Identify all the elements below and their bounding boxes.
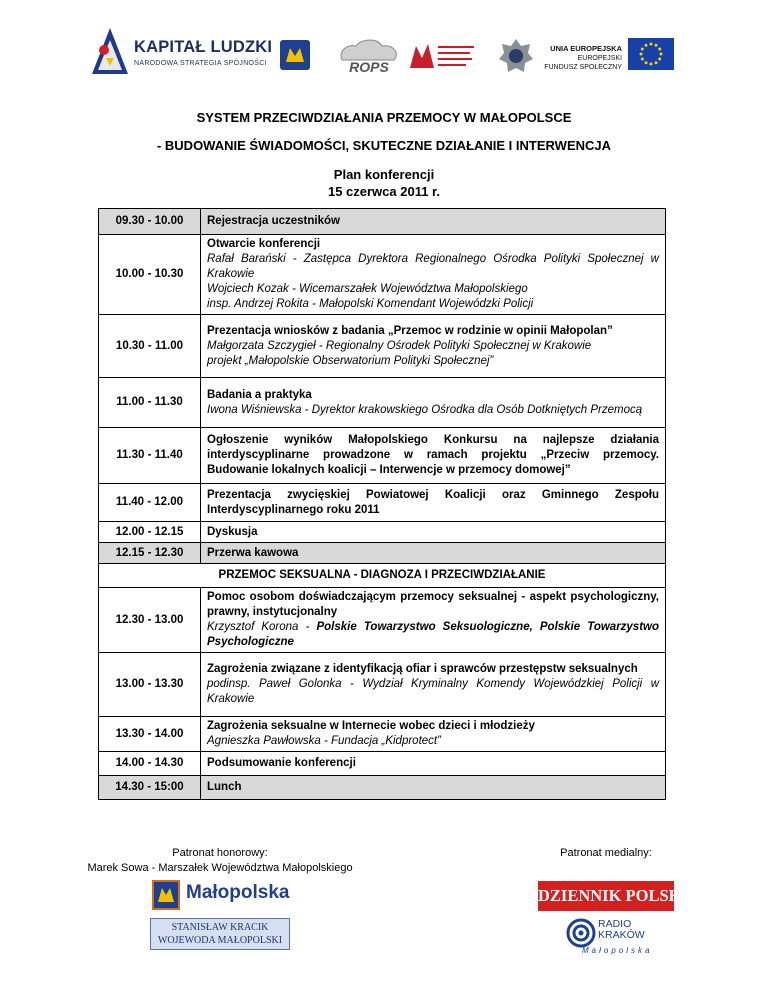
eu-line-1: UNIA EUROPEJSKA <box>550 44 622 53</box>
agenda-item <box>201 235 666 315</box>
rops-label: ROPS <box>349 59 389 75</box>
eu-line-3: FUNDUSZ SPOŁECZNY <box>544 64 622 71</box>
table-row <box>99 588 666 653</box>
section-heading: PRZEMOC SEKSUALNA - DIAGNOZA I PRZECIWDZIAŁANIE <box>99 564 666 588</box>
speaker-line: Agnieszka Pawłowska - Fundacja „Kidprotect” <box>207 735 441 747</box>
agenda-item <box>201 378 666 428</box>
speaker-line: projekt „Małopolskie Obserwatorium Polityki Społecznej” <box>207 354 494 367</box>
table-row <box>99 315 666 378</box>
agenda-table <box>98 208 666 800</box>
table-row <box>99 235 666 315</box>
agenda-item-title: Pomoc osobom doświadczającym przemocy seksualnej - aspekt psychologiczny, prawny, instytucjonalny <box>207 591 659 618</box>
section-row <box>99 564 666 588</box>
table-row <box>99 776 666 800</box>
table-row <box>99 653 666 717</box>
logo-strip <box>92 24 676 84</box>
time-cell: 12.30 - 13.00 <box>99 588 201 653</box>
obserwatorium-logo <box>408 38 478 72</box>
eu-flag-icon <box>628 38 674 70</box>
time-cell: 12.15 - 12.30 <box>99 543 201 564</box>
time-cell: 11.30 - 11.40 <box>99 428 201 484</box>
speaker-line: Małgorzata Szczygieł - Regionalny Ośrodek Polityki Społecznej w Krakowie <box>207 339 592 352</box>
wojewoda-name: STANISŁAW KRACIK <box>171 922 269 933</box>
time-cell: 14.00 - 14.30 <box>99 752 201 776</box>
agenda-item-title: Otwarcie konferencji <box>207 238 321 250</box>
media-patronage-label: Patronat medialny: <box>560 847 652 859</box>
radio-krakow-icon <box>566 918 596 948</box>
agenda-item-title: Zagrożenia seksualne w Internecie wobec dzieci i młodzieży <box>207 720 535 732</box>
agenda-item-title: Badania a praktyka <box>207 388 312 401</box>
mops-logo <box>280 40 310 70</box>
police-badge-icon <box>498 38 534 74</box>
speaker-line: Wojciech Kozak - Wicemarszałek Województwa Małopolskiego <box>207 283 528 295</box>
speaker-line: Iwona Wiśniewska - Dyrektor krakowskiego Ośrodka dla Osób Dotkniętych Przemocą <box>207 403 643 416</box>
time-cell: 10.30 - 11.00 <box>99 315 201 378</box>
malopolska-emblem-icon <box>152 880 180 910</box>
eu-text <box>542 44 622 72</box>
kapital-ludzki-subtitle: NARODOWA STRATEGIA SPÓJNOŚCI <box>134 60 267 67</box>
time-cell: 10.00 - 10.30 <box>99 235 201 315</box>
agenda-item-title: Przerwa kawowa <box>201 543 666 564</box>
radio-krakow-subtitle: Małopolska <box>582 946 653 955</box>
kapital-ludzki-title: KAPITAŁ LUDZKI <box>134 38 273 56</box>
speaker-line: insp. Andrzej Rokita - Małopolski Komendant Wojewódzki Policji <box>207 298 534 310</box>
malopolska-logo-text: Małopolska <box>186 882 290 903</box>
table-row <box>99 484 666 522</box>
title-line-1: SYSTEM PRZECIWDZIAŁANIA PRZEMOCY W MAŁOPOLSCE <box>196 110 572 125</box>
agenda-item <box>201 717 666 752</box>
rops-logo <box>336 36 402 76</box>
table-row <box>99 543 666 564</box>
table-row <box>99 752 666 776</box>
mops-logo-icon <box>280 40 310 70</box>
plan-date: 15 czerwca 2011 r. <box>327 184 441 199</box>
table-row <box>99 717 666 752</box>
radio-line-2: KRAKÓW <box>598 929 645 941</box>
agenda-item-title: Podsumowanie konferencji <box>201 752 666 776</box>
table-row <box>99 378 666 428</box>
time-cell: 13.00 - 13.30 <box>99 653 201 717</box>
agenda-item-title: Prezentacja wniosków z badania „Przemoc w rodzinie w opinii Małopolan” <box>207 324 613 337</box>
dziennik-polski-logo: DZIENNIK POLSKI <box>538 881 674 911</box>
radio-line-1: RADIO <box>598 918 632 930</box>
speaker-organization: Polskie Towarzystwo Seksuologiczne, Polskie Towarzystwo Psychologiczne <box>207 621 660 648</box>
agenda-item <box>201 588 666 653</box>
agenda-item <box>201 315 666 378</box>
honorary-patronage-label: Patronat honorowy: <box>172 847 268 859</box>
agenda-item-title: Lunch <box>201 776 666 800</box>
agenda-item-title: Prezentacja zwycięskiej Powiatowej Koalicji oraz Gminnego Zespołu Interdyscyplinarnego roku 2011 <box>201 484 666 522</box>
time-cell: 13.30 - 14.00 <box>99 717 201 752</box>
agenda-item-title: Rejestracja uczestników <box>201 209 666 235</box>
eu-line-2: EUROPEJSKI <box>577 55 622 62</box>
agenda-item-title: Zagrożenia związane z identyfikacją ofiar i sprawców przestępstw seksualnych <box>207 663 638 675</box>
honorary-patron-name: Marek Sowa - Marszałek Województwa Małopolskiego <box>87 862 353 874</box>
time-cell: 12.00 - 12.15 <box>99 522 201 543</box>
time-cell: 09.30 - 10.00 <box>99 209 201 235</box>
radio-krakow-name <box>598 919 645 941</box>
agenda-item <box>201 653 666 717</box>
wojewoda-logo <box>150 918 290 950</box>
agenda-item-title: Dyskusja <box>201 522 666 543</box>
agenda-item-title: Ogłoszenie wyników Małopolskiego Konkursu na najlepsze działania interdyscyplinarne prowadzone w ramach projektu „Przeciw przemocy. Budowanie lokalnych koalicji – Interwencje w przemocy domowej” <box>201 428 666 484</box>
time-cell: 11.00 - 11.30 <box>99 378 201 428</box>
speaker-line: Krzysztof Korona - <box>207 621 310 633</box>
time-cell: 11.40 - 12.00 <box>99 484 201 522</box>
kapital-ludzki-logo-icon <box>92 28 128 74</box>
table-row <box>99 522 666 543</box>
table-row <box>99 209 666 235</box>
speaker-line: Rafał Barański - Zastępca Dyrektora Regionalnego Ośrodka Polityki Społecznej w Krakowie <box>207 253 659 280</box>
title-line-2: - BUDOWANIE ŚWIADOMOŚCI, SKUTECZNE DZIAŁANIE I INTERWENCJA <box>156 138 612 153</box>
time-cell: 14.30 - 15:00 <box>99 776 201 800</box>
wojewoda-title: WOJEWODA MAŁOPOLSKI <box>157 935 283 946</box>
speaker-line: podinsp. Paweł Golonka - Wydział Kryminalny Komendy Wojewódzkiej Policji w Krakowie <box>207 678 659 705</box>
table-row <box>99 428 666 484</box>
plan-title: Plan konferencji <box>333 167 435 182</box>
